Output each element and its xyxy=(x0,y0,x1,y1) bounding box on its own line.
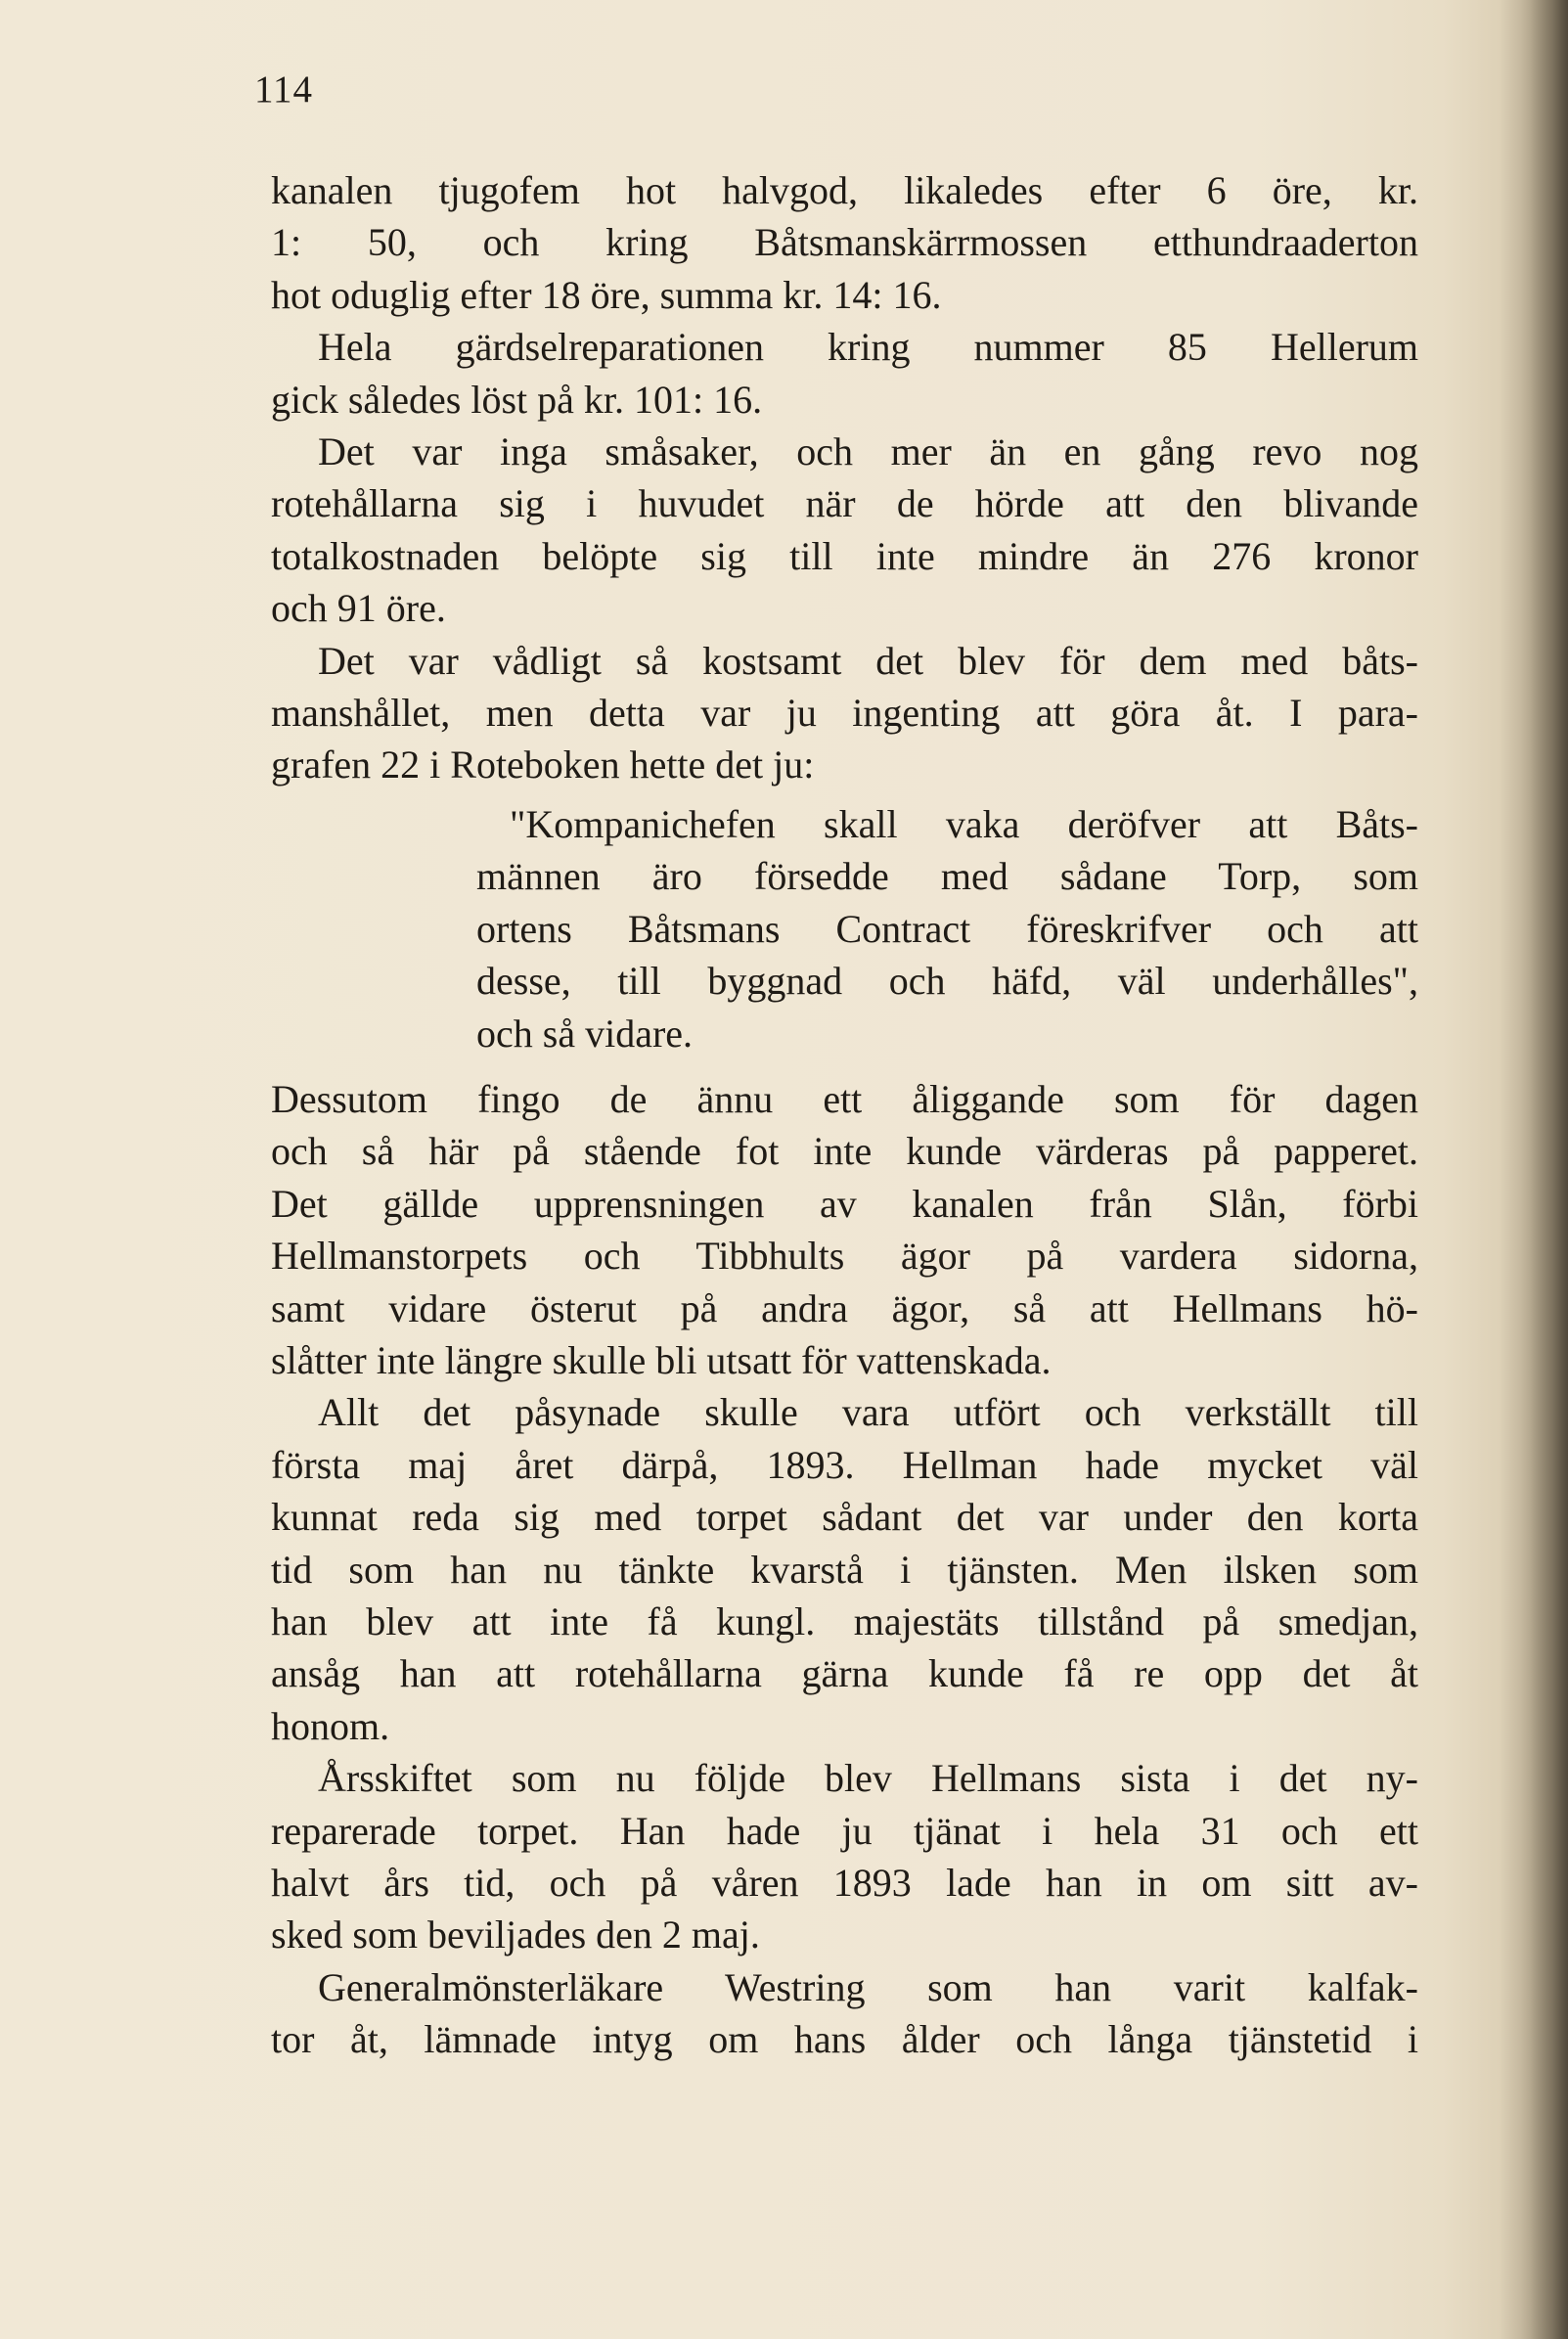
text-line: totalkostnaden belöpte sig till inte mindre än 276 kronor xyxy=(271,533,1418,578)
block-quote xyxy=(476,798,1418,1059)
text-line: Hellmanstorpets och Tibbhults ägor på vardera sidorna, xyxy=(271,1234,1418,1279)
paragraph xyxy=(271,1073,1418,1386)
text-line: Det var inga småsaker, och mer än en gång revo nog xyxy=(318,429,1418,474)
page-number: 114 xyxy=(254,68,314,111)
text-line: 1: 50, och kring Båtsmanskärrmossen etthundraaderton xyxy=(271,220,1418,265)
quote-line: ortens Båtsmans Contract föreskrifver och att xyxy=(476,906,1418,951)
text-line: första maj året därpå, 1893. Hellman hade mycket väl xyxy=(271,1442,1418,1487)
text-line: Det gällde upprensningen av kanalen från Slån, förbi xyxy=(271,1181,1418,1226)
paragraph xyxy=(271,164,1418,321)
text-line: manshållet, men detta var ju ingenting att göra åt. I para- xyxy=(271,691,1418,736)
binding-shadow xyxy=(1500,0,1568,2339)
text-line: honom. xyxy=(271,1703,390,1748)
paragraph xyxy=(271,1961,1418,2066)
text-line: tor åt, lämnade intyg om hans ålder och långa tjänstetid i xyxy=(271,2017,1418,2062)
text-line: grafen 22 i Roteboken hette det ju: xyxy=(271,742,815,787)
quote-line: "Kompanichefen skall vaka deröfver att Båts- xyxy=(510,801,1418,846)
text-line: hot oduglig efter 18 öre, summa kr. 14: 16. xyxy=(271,272,942,317)
text-line: kunnat reda sig med torpet sådant det var under den korta xyxy=(271,1495,1418,1540)
quote-line: och så vidare. xyxy=(476,1011,694,1056)
text-line: halvt års tid, och på våren 1893 lade han in om sitt av- xyxy=(271,1861,1418,1905)
text-line: han blev att inte få kungl. majestäts tillstånd på smedjan, xyxy=(271,1598,1418,1643)
text-line: och så här på stående fot inte kunde värderas på papperet. xyxy=(271,1129,1418,1174)
text-line: reparerade torpet. Han hade ju tjänat i hela 31 och ett xyxy=(271,1808,1418,1853)
quote-line: männen äro försedde med sådane Torp, som xyxy=(476,854,1418,899)
text-line: kanalen tjugofem hot halvgod, likaledes efter 6 öre, kr. xyxy=(271,168,1418,212)
text-line: rotehållarna sig i huvudet när de hörde att den blivande xyxy=(271,481,1418,526)
text-line: sked som beviljades den 2 maj. xyxy=(271,1912,760,1957)
text-line: slåtter inte längre skulle bli utsatt för vattenskada. xyxy=(271,1337,1052,1382)
body-text xyxy=(271,164,1418,2066)
text-line: ansåg han att rotehållarna gärna kunde få re opp det åt xyxy=(271,1651,1418,1696)
paragraph xyxy=(271,426,1418,635)
text-line: tid som han nu tänkte kvarstå i tjänsten. Men ilsken som xyxy=(271,1547,1418,1592)
paragraph xyxy=(271,1752,1418,1961)
text-line: Hela gärdselreparationen kring nummer 85 Hellerum xyxy=(318,325,1418,370)
paragraph xyxy=(271,1386,1418,1752)
quote-line: desse, till byggnad och häfd, väl underhålles", xyxy=(476,959,1418,1004)
text-line: Det var vådligt så kostsamt det blev för dem med båts- xyxy=(318,638,1418,683)
paragraph xyxy=(271,635,1418,791)
text-line: Allt det påsynade skulle vara utfört och verkställt till xyxy=(318,1390,1418,1435)
text-line: gick således löst på kr. 101: 16. xyxy=(271,377,763,422)
paragraph xyxy=(271,321,1418,426)
text-line: samt vidare österut på andra ägor, så att Hellmans hö- xyxy=(271,1285,1418,1330)
text-line: Dessutom fingo de ännu ett åliggande som för dagen xyxy=(271,1076,1418,1121)
text-line: Generalmönsterläkare Westring som han varit kalfak- xyxy=(318,1964,1418,2009)
text-line: och 91 öre. xyxy=(271,586,446,631)
text-line: Årsskiftet som nu följde blev Hellmans sista i det ny- xyxy=(318,1756,1418,1801)
